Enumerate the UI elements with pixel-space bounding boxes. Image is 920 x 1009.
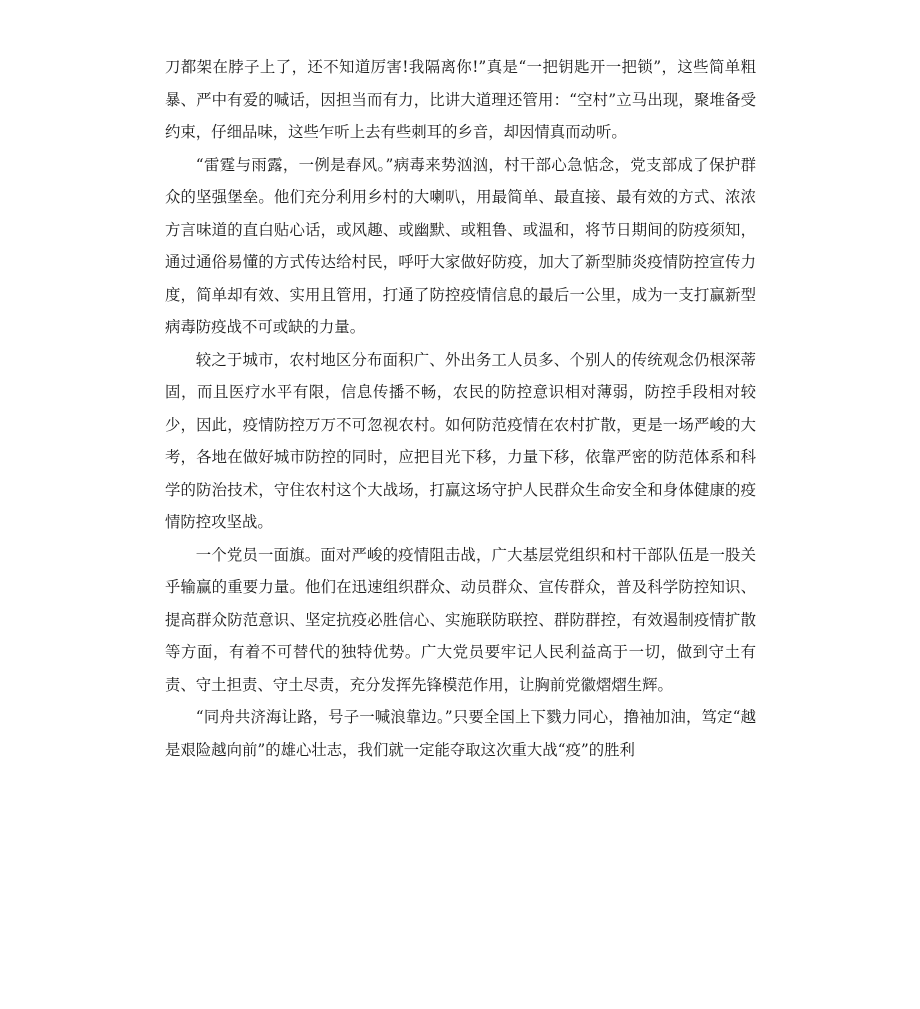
document-body [165, 51, 756, 766]
paragraph-1: 刀都架在脖子上了，还不知道厉害!我隔离你!”真是“一把钥匙开一把锁”，这些简单粗暴、严中有爱的喊话，因担当而有力，比讲大道理还管用：“空村”立马出现，聚堆备受约束，仔细品味，这些乍听上去有些刺耳的乡音，却因情真而动听。 [165, 58, 756, 141]
paragraph-2: “雷霆与雨露，一例是春风。”病毒来势汹汹，村干部心急惦念，党支部成了保护群众的坚强堡垒。他们充分利用乡村的大喇叭，用最简单、最直接、最有效的方式、浓浓方言味道的直白贴心话，或风趣、或幽默、或粗鲁、或温和，将节日期间的防疫须知，通过通俗易懂的方式传达给村民，呼吁大家做好防疫，加大了新型肺炎疫情防控宣传力度，简单却有效、实用且管用，打通了防控疫情信息的最后一公里，成为一支打赢新型病毒防疫战不可或缺的力量。 [165, 155, 756, 336]
paragraph-3: 较之于城市，农村地区分布面积广、外出务工人员多、个别人的传统观念仍根深蒂固，而且医疗水平有限，信息传播不畅，农民的防控意识相对薄弱，防控手段相对较少，因此，疫情防控万万不可忽视农村。如何防范疫情在农村扩散，更是一场严峻的大考，各地在做好城市防控的同时，应把目光下移，力量下移，依靠严密的防范体系和科学的防治技术，守住农村这个大战场，打赢这场守护人民群众生命安全和身体健康的疫情防控攻坚战。 [165, 350, 756, 531]
paragraph-5: “同舟共济海让路，号子一喊浪靠边。”只要全国上下戮力同心，撸袖加油，笃定“越是艰险越向前”的雄心壮志，我们就一定能夺取这次重大战“疫”的胜利 [165, 708, 756, 759]
paragraph-4: 一个党员一面旗。面对严峻的疫情阻击战，广大基层党组织和村干部队伍是一股关乎输赢的重要力量。他们在迅速组织群众、动员群众、宣传群众，普及科学防控知识、提高群众防范意识、坚定抗疫必胜信心、实施联防联控、群防群控，有效遏制疫情扩散等方面，有着不可替代的独特优势。广大党员要牢记人民利益高于一切，做到守土有责、守土担责、守土尽责，充分发挥先锋模范作用，让胸前党徽熠熠生辉。 [165, 545, 756, 694]
